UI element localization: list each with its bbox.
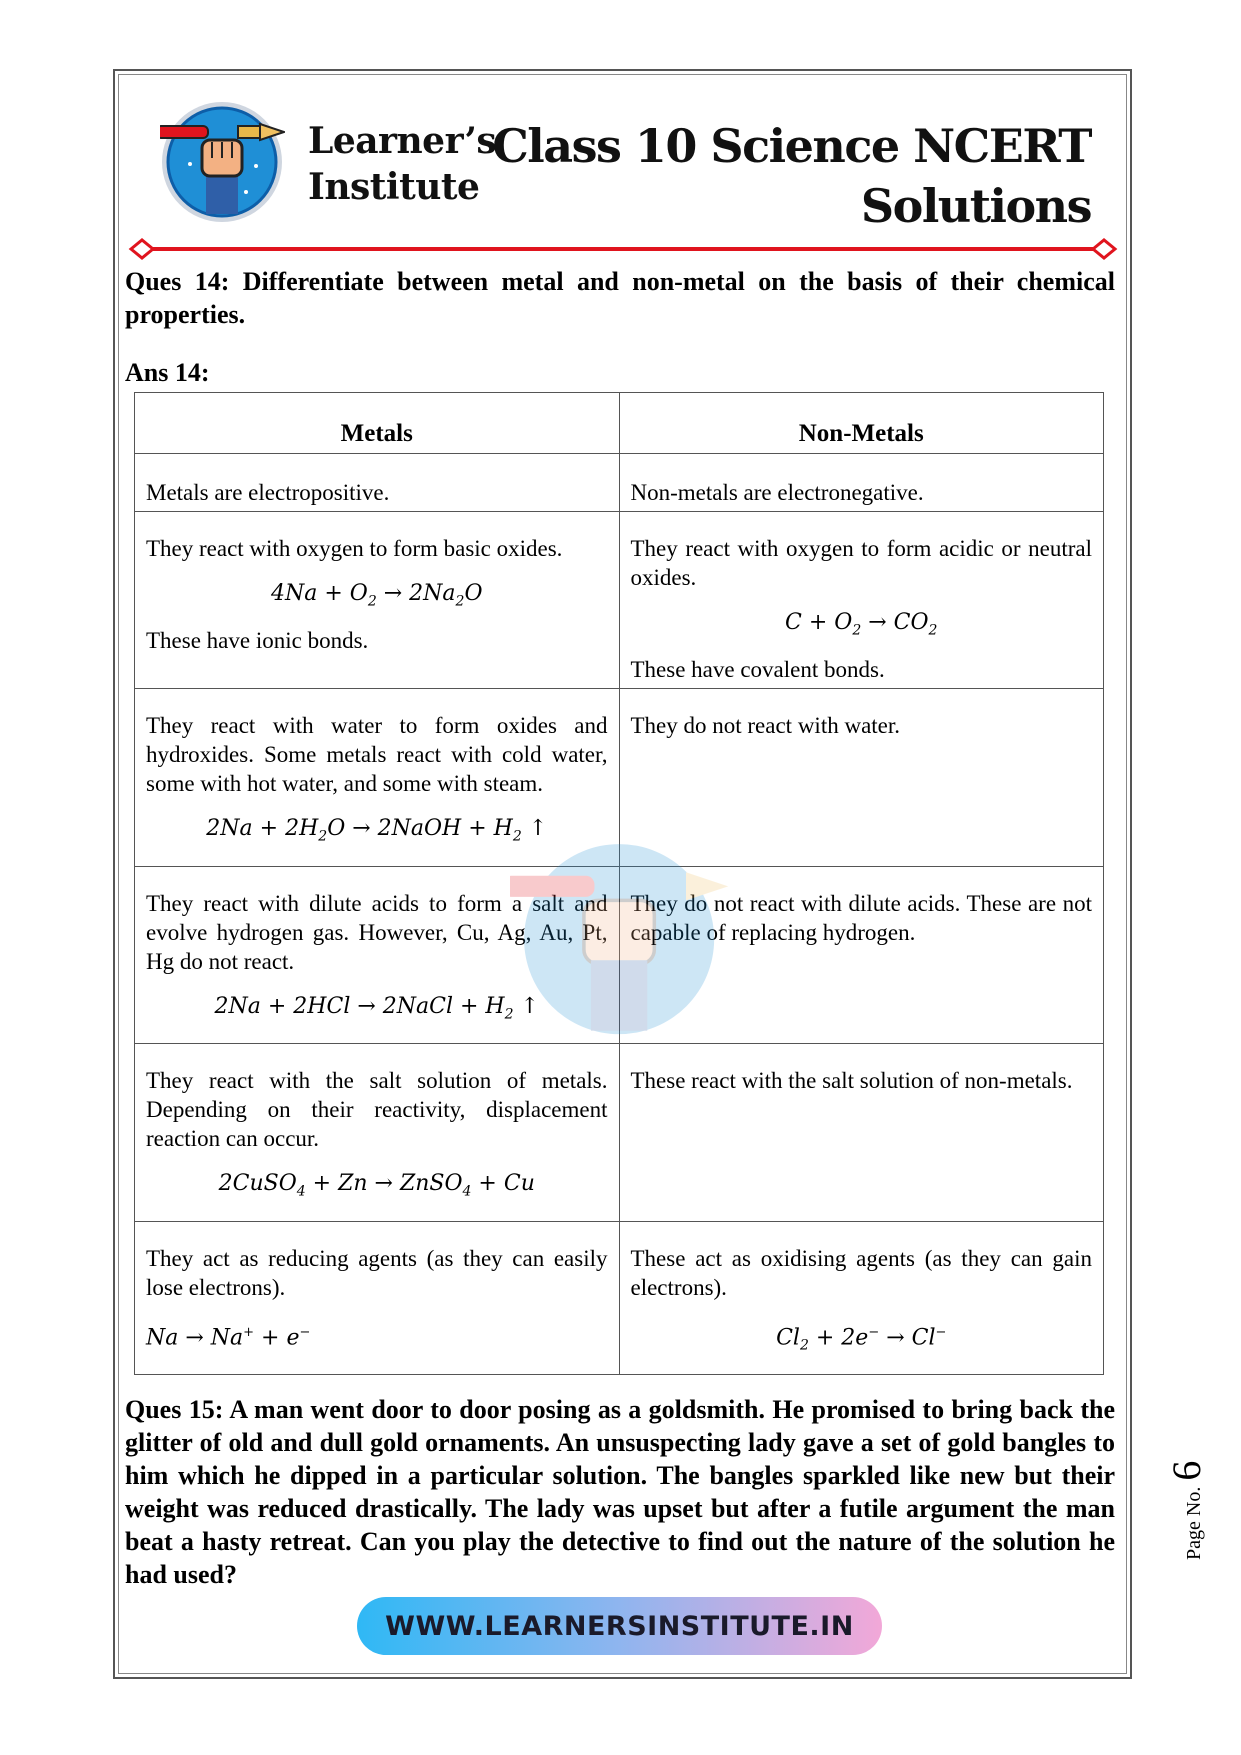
eq-sup: − — [868, 1324, 880, 1340]
eq-part: → CO — [861, 610, 929, 635]
eq-part: + Zn → ZnSO — [305, 1171, 463, 1197]
eq-sub: 2 — [852, 622, 862, 639]
eq-sub: 2 — [455, 593, 465, 610]
page-number — [1163, 1460, 1209, 1560]
cell-text: They react with oxygen to form acidic or neutral oxides. — [630, 536, 1092, 590]
metal-cell — [135, 512, 620, 689]
nonmetal-cell — [619, 512, 1104, 689]
cell-text: Non-metals are electronegative. — [630, 480, 924, 505]
eq-sub: 4 — [296, 1183, 306, 1200]
page-number-value: 6 — [1164, 1460, 1209, 1481]
column-header-nonmetals: Non-Metals — [619, 393, 1104, 454]
metal-nonmetal-comparison-table — [134, 392, 1104, 1375]
eq-part: 4Na + O — [270, 581, 368, 606]
website-url[interactable]: WWW.LEARNERSINSTITUTE.IN — [385, 1610, 854, 1642]
cell-text: They do not react with water. — [630, 713, 901, 739]
table-row — [135, 512, 1104, 689]
nonmetal-cell — [619, 689, 1104, 866]
table-row — [135, 1044, 1104, 1221]
metal-cell — [135, 1221, 620, 1375]
eq-part: Na → Na — [146, 1324, 244, 1350]
eq-part: + Cu — [471, 1171, 535, 1197]
eq-part: ↑ — [521, 816, 548, 842]
equation — [146, 814, 608, 851]
cell-text: These have covalent bonds. — [630, 657, 885, 683]
eq-part: 2Na + 2H — [206, 816, 319, 842]
eq-sub: 2 — [928, 622, 938, 639]
eq-part: 2Na + 2HCl → 2NaCl + H — [214, 993, 505, 1019]
eq-sub: 4 — [462, 1183, 472, 1200]
cell-text: They react with water to form oxides and hydroxides. Some metals react with cold water, some with hot water, and some with steam. — [146, 713, 608, 797]
equation — [631, 1318, 1093, 1361]
title-line-2: Solutions — [860, 179, 1091, 233]
brand-line-1: Learner’s — [308, 120, 497, 162]
eq-part: 2CuSO — [218, 1171, 297, 1197]
eq-sup: − — [299, 1324, 311, 1340]
eq-sub: 2 — [512, 828, 522, 845]
nonmetal-cell — [619, 1221, 1104, 1375]
metal-cell — [135, 454, 620, 512]
eq-part: + 2e — [808, 1324, 869, 1350]
cell-text: Metals are electropositive. — [146, 480, 390, 505]
eq-part: + e — [254, 1324, 300, 1350]
eq-part: → Cl — [879, 1324, 936, 1350]
question-15: Ques 15: A man went door to door posing as a goldsmith. He promised to bring back the glitter of old and dull gold ornaments. An unsuspecting lady gave a set of gold bangles to him which he dipped in a particular solution. The bangles sparkled like new but their weight was reduced drastically. The lady was upset but after a futile argument the man beat a hasty retreat. Can you play the detective to find out the nature of the solution he had used? — [125, 1395, 1115, 1589]
equation — [146, 992, 608, 1029]
table-header-row — [135, 393, 1104, 454]
cell-text: They act as reducing agents (as they can easily lose electrons). — [146, 1245, 608, 1300]
eq-part: → 2Na — [376, 581, 456, 606]
cell-text: These have ionic bonds. — [146, 628, 369, 654]
eq-part: C + O — [785, 610, 853, 635]
column-header-metals: Metals — [135, 393, 620, 454]
equation — [631, 608, 1093, 645]
learners-institute-logo — [160, 100, 285, 225]
metal-cell — [135, 866, 620, 1043]
eq-sub: 2 — [318, 828, 328, 845]
cell-text: They react with oxygen to form basic oxides. — [146, 536, 563, 561]
table-row — [135, 454, 1104, 512]
cell-text: They do not react with dilute acids. These are not capable of replacing hydrogen. — [630, 890, 1092, 945]
eq-part: O → 2NaOH + H — [327, 816, 513, 842]
table-row — [135, 689, 1104, 866]
eq-sub: 2 — [799, 1337, 809, 1354]
cell-text: These react with the salt solution of non-metals. — [630, 1068, 1073, 1094]
nonmetal-cell — [619, 866, 1104, 1043]
eq-part: O — [464, 581, 483, 606]
nonmetal-cell — [619, 454, 1104, 512]
equation — [146, 579, 608, 616]
nonmetal-cell — [619, 1044, 1104, 1221]
title-line-1: Class 10 Science NCERT — [492, 119, 1091, 173]
brand-line-2: Institute — [308, 166, 480, 208]
metal-cell — [135, 689, 620, 866]
eq-sub: 2 — [504, 1006, 514, 1023]
cell-text: These act as oxidising agents (as they can gain electrons). — [630, 1245, 1092, 1300]
table-row — [135, 1221, 1104, 1375]
cell-text: They react with dilute acids to form a salt and evolve hydrogen gas. However, Cu, Ag, Au, Pt, Hg do not react. — [146, 890, 608, 974]
table-row — [135, 866, 1104, 1043]
eq-sup: + — [243, 1324, 255, 1340]
equation — [146, 1318, 608, 1352]
equation — [146, 1169, 608, 1206]
website-url-banner[interactable] — [357, 1597, 882, 1655]
eq-part: Cl — [776, 1324, 800, 1350]
eq-part: ↑ — [513, 993, 539, 1019]
metal-cell — [135, 1044, 620, 1221]
header-divider — [128, 238, 1118, 260]
answer-14-label: Ans 14: — [125, 358, 210, 387]
page-title — [492, 116, 1091, 236]
brand-name — [308, 118, 496, 210]
question-14: Ques 14: Differentiate between metal and non-metal on the basis of their chemical properties. — [125, 267, 1115, 329]
eq-sup: − — [935, 1324, 947, 1340]
page-number-label: Page No. — [1183, 1486, 1205, 1560]
cell-text: They react with the salt solution of metals. Depending on their reactivity, displacement reaction can occur. — [146, 1068, 608, 1152]
eq-sub: 2 — [367, 593, 377, 610]
